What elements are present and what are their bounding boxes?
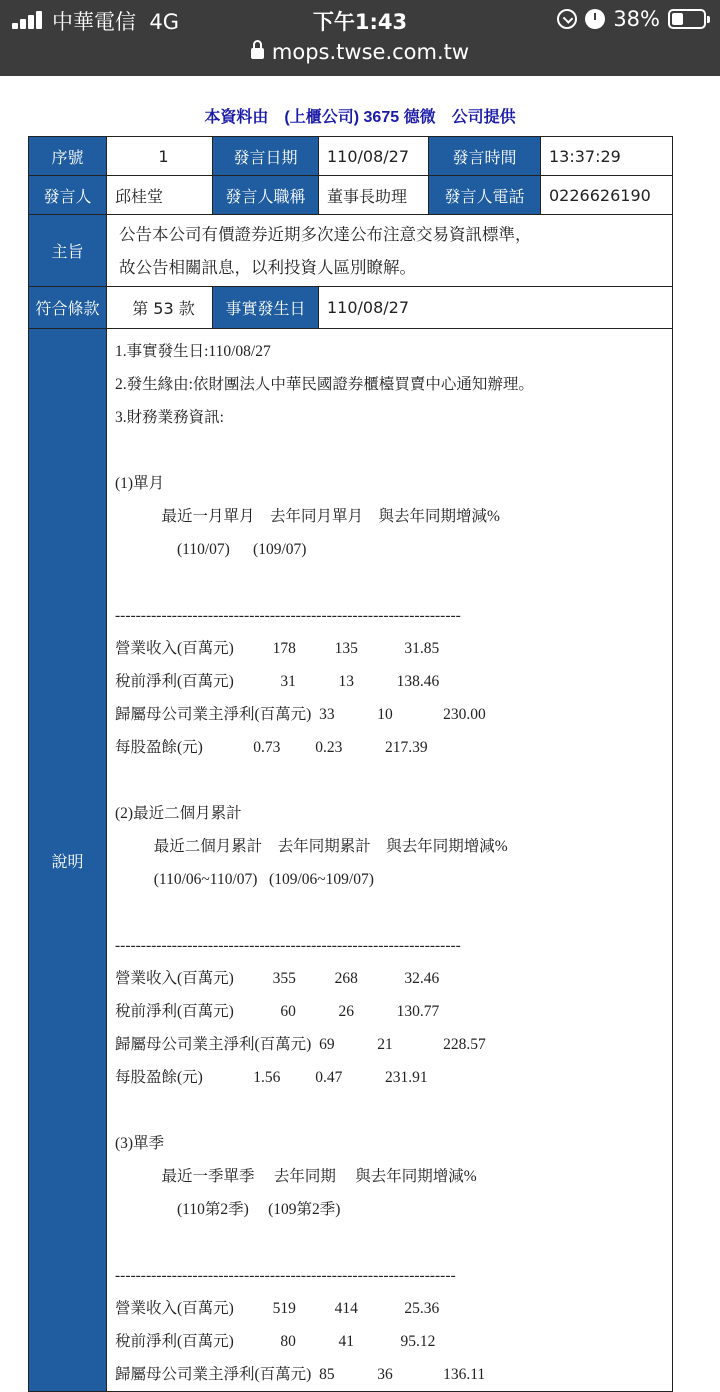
network-type: 4G bbox=[149, 10, 179, 34]
clause-label: 符合條款 bbox=[29, 287, 107, 329]
description-label: 說明 bbox=[29, 329, 107, 1392]
subject-value bbox=[107, 215, 673, 287]
table-row bbox=[29, 329, 673, 1392]
speaker-label: 發言人 bbox=[29, 176, 107, 215]
url-bar[interactable] bbox=[0, 36, 720, 68]
speaker-title-value: 董事長助理 bbox=[319, 176, 429, 215]
phone-value: 0226626190 bbox=[541, 176, 673, 215]
description-line: (110第2季) (109第2季) bbox=[115, 1201, 341, 1218]
description-line: 營業收入(百萬元) 178 135 31.85 bbox=[115, 640, 440, 657]
time-label: 發言時間 bbox=[429, 137, 541, 176]
table-row bbox=[29, 176, 673, 215]
description-line: (3)單季 bbox=[115, 1135, 165, 1152]
description-line: 營業收入(百萬元) 355 268 32.46 bbox=[115, 970, 440, 987]
description-line: (2)最近二個月累計 bbox=[115, 805, 242, 822]
description-line: 1.事實發生日:110/08/27 bbox=[115, 343, 271, 360]
blank-line bbox=[115, 1226, 672, 1259]
blank-line bbox=[115, 434, 672, 467]
ios-top-bar bbox=[0, 0, 720, 76]
serial-label: 序號 bbox=[29, 137, 107, 176]
description-line: 歸屬母公司業主淨利(百萬元) 33 10 230.00 bbox=[115, 706, 486, 723]
description-line: (110/07) (109/07) bbox=[115, 541, 307, 558]
time-value: 13:37:29 bbox=[541, 137, 673, 176]
date-label: 發言日期 bbox=[213, 137, 319, 176]
phone-label: 發言人電話 bbox=[429, 176, 541, 215]
table-row bbox=[29, 215, 673, 287]
clause-value: 第 53 款 bbox=[107, 287, 213, 329]
status-time: 下午1:43 bbox=[312, 10, 408, 34]
table-row bbox=[29, 287, 673, 329]
status-right bbox=[557, 6, 706, 32]
description-line: 最近一月單月 去年同月單月 與去年同期增減% bbox=[115, 508, 500, 525]
announcement-table bbox=[28, 136, 673, 1392]
provider-line: 本資料由 (上櫃公司) 3675 德微 公司提供 bbox=[204, 109, 516, 126]
description-line: ------------------------------------------------------------------ bbox=[115, 1267, 456, 1284]
subject-label: 主旨 bbox=[29, 215, 107, 287]
speaker-value: 邱桂堂 bbox=[107, 176, 213, 215]
description-line: 營業收入(百萬元) 519 414 25.36 bbox=[115, 1300, 440, 1317]
battery-percent: 38% bbox=[613, 7, 660, 31]
battery-icon bbox=[668, 9, 706, 29]
subject-line: 公告本公司有價證券近期多次達公布注意交易資訊標準， bbox=[119, 224, 532, 244]
description-line: 歸屬母公司業主淨利(百萬元) 69 21 228.57 bbox=[115, 1036, 486, 1053]
alarm-icon bbox=[585, 9, 605, 29]
blank-line bbox=[115, 1094, 672, 1127]
description-line: 最近一季單季 去年同期 與去年同期增減% bbox=[115, 1168, 477, 1185]
carrier-name: 中華電信 bbox=[52, 10, 136, 34]
description-line: 稅前淨利(百萬元) 60 26 130.77 bbox=[115, 1003, 440, 1020]
serial-value: 1 bbox=[107, 137, 213, 176]
description-line: 每股盈餘(元) 1.56 0.47 231.91 bbox=[115, 1069, 428, 1086]
description-line: (1)單月 bbox=[115, 475, 165, 492]
description-line: 每股盈餘(元) 0.73 0.23 217.39 bbox=[115, 739, 428, 756]
battery-fill bbox=[672, 13, 683, 25]
blank-line bbox=[115, 764, 672, 797]
description-line: 2.發生緣由:依財團法人中華民國證券櫃檯買賣中心通知辦理。 bbox=[115, 376, 534, 393]
description-line: (110/06~110/07) (109/06~109/07) bbox=[115, 871, 374, 888]
table-row bbox=[29, 137, 673, 176]
description-body bbox=[107, 329, 673, 1392]
description-lines bbox=[115, 335, 672, 1391]
event-date-value: 110/08/27 bbox=[319, 287, 673, 329]
speaker-title-label: 發言人職稱 bbox=[213, 176, 319, 215]
subject-line: 故公告相關訊息，以利投資人區別瞭解。 bbox=[119, 257, 416, 277]
lock-icon bbox=[251, 45, 264, 61]
event-date-label: 事實發生日 bbox=[213, 287, 319, 329]
description-line: 稅前淨利(百萬元) 31 13 138.46 bbox=[115, 673, 440, 690]
date-value: 110/08/27 bbox=[319, 137, 429, 176]
description-line: ------------------------------------------------------------------- bbox=[115, 607, 461, 624]
description-line: 歸屬母公司業主淨利(百萬元) 85 36 136.11 bbox=[115, 1366, 486, 1383]
orientation-lock-icon bbox=[557, 9, 577, 29]
status-bar bbox=[0, 0, 720, 38]
description-line: 稅前淨利(百萬元) 80 41 95.12 bbox=[115, 1333, 436, 1350]
url-domain[interactable]: mops.twse.com.tw bbox=[271, 40, 470, 64]
blank-line bbox=[115, 566, 672, 599]
description-line: 最近二個月累計 去年同期累計 與去年同期增減% bbox=[115, 838, 508, 855]
description-line: 3.財務業務資訊: bbox=[115, 409, 224, 426]
description-line: ------------------------------------------------------------------- bbox=[115, 937, 461, 954]
blank-line bbox=[115, 896, 672, 929]
